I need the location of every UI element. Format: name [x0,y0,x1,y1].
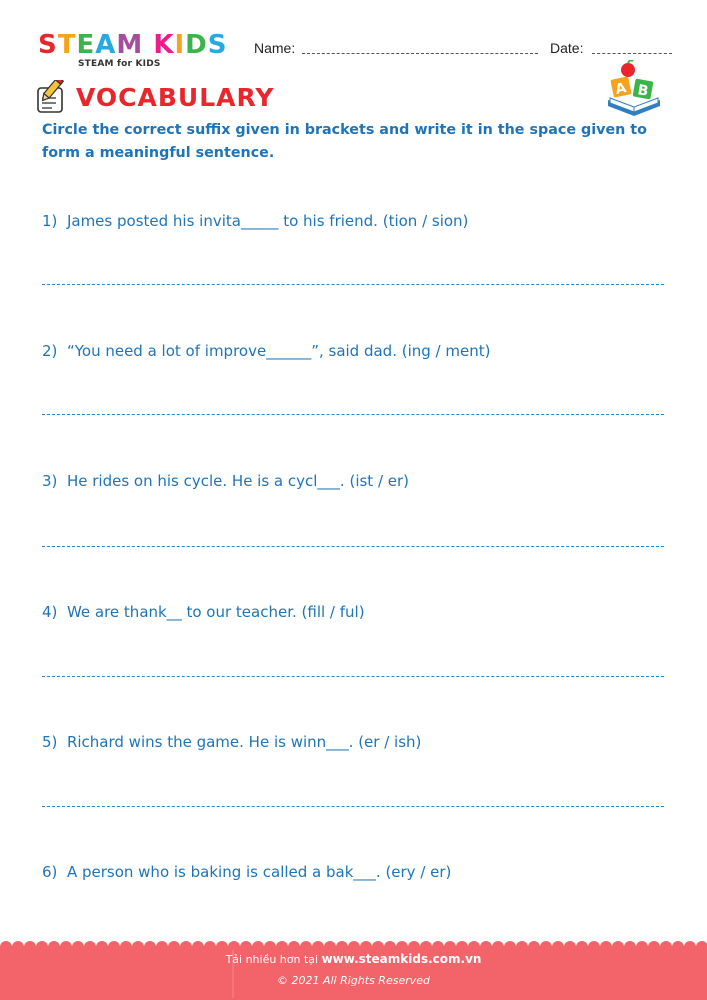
question-2 [42,342,490,360]
question-3 [42,472,409,490]
logo-letter: D [185,30,208,60]
answer-line-2[interactable] [42,414,664,415]
name-field-line[interactable] [302,53,538,54]
question-text: “You need a lot of improve______”, said dad. (ing / ment) [66,342,491,360]
footer-prefix: Tải nhiều hơn tại [225,953,319,966]
logo-wordmark [38,30,227,60]
question-text: We are thank__ to our teacher. (fill / ful) [66,603,365,621]
question-6 [42,863,451,881]
footer-scalloped-band [0,940,707,1000]
question-number: 3) [42,472,58,490]
question-number: 1) [42,212,58,230]
svg-text:A: A [613,80,628,99]
answer-line-4[interactable] [42,676,664,677]
logo-letter: I [174,30,186,60]
instruction-text: Circle the correct suffix given in brackets and write it in the space given to form a meaningful sentence. [42,122,647,161]
question-number: 4) [42,603,58,621]
svg-text:B: B [636,82,650,100]
footer-copyright: © 2021 All Rights Reserved [276,974,430,987]
answer-line-5[interactable] [42,806,664,807]
abc-book-icon [604,60,664,116]
question-text: Richard wins the game. He is winn___. (er / ish) [66,733,422,751]
pencil-note-icon [34,80,70,116]
question-number: 5) [42,733,58,751]
question-text: A person who is baking is called a bak___. (ery / er) [66,863,452,881]
logo-letter: T [57,30,77,60]
question-1 [42,212,468,230]
logo-letter: A [95,30,117,60]
date-label: Date: [550,40,584,56]
logo-letter: K [153,30,175,60]
steam-kids-logo [38,30,238,72]
logo-letter: S [38,30,58,60]
logo-letter [143,30,153,60]
question-5 [42,733,421,751]
footer-site-link[interactable]: www.steamkids.com.vn [321,952,482,966]
question-text: He rides on his cycle. He is a cycl___. (ist / er) [66,472,410,490]
date-field-line[interactable] [592,53,672,54]
footer-website-line [0,952,707,966]
question-number: 6) [42,863,58,881]
logo-letter: E [76,30,96,60]
answer-line-1[interactable] [42,284,664,285]
question-number: 2) [42,342,58,360]
answer-line-3[interactable] [42,546,664,547]
name-label: Name: [254,40,296,56]
footer [0,940,707,1000]
question-4 [42,603,365,621]
logo-tagline: STEAM for KIDS [78,59,161,69]
page-title: VOCABULARY [76,83,275,112]
question-text: James posted his invita_____ to his friend. (tion / sion) [66,212,469,230]
logo-letter: S [207,30,228,60]
logo-letter: M [116,30,144,60]
